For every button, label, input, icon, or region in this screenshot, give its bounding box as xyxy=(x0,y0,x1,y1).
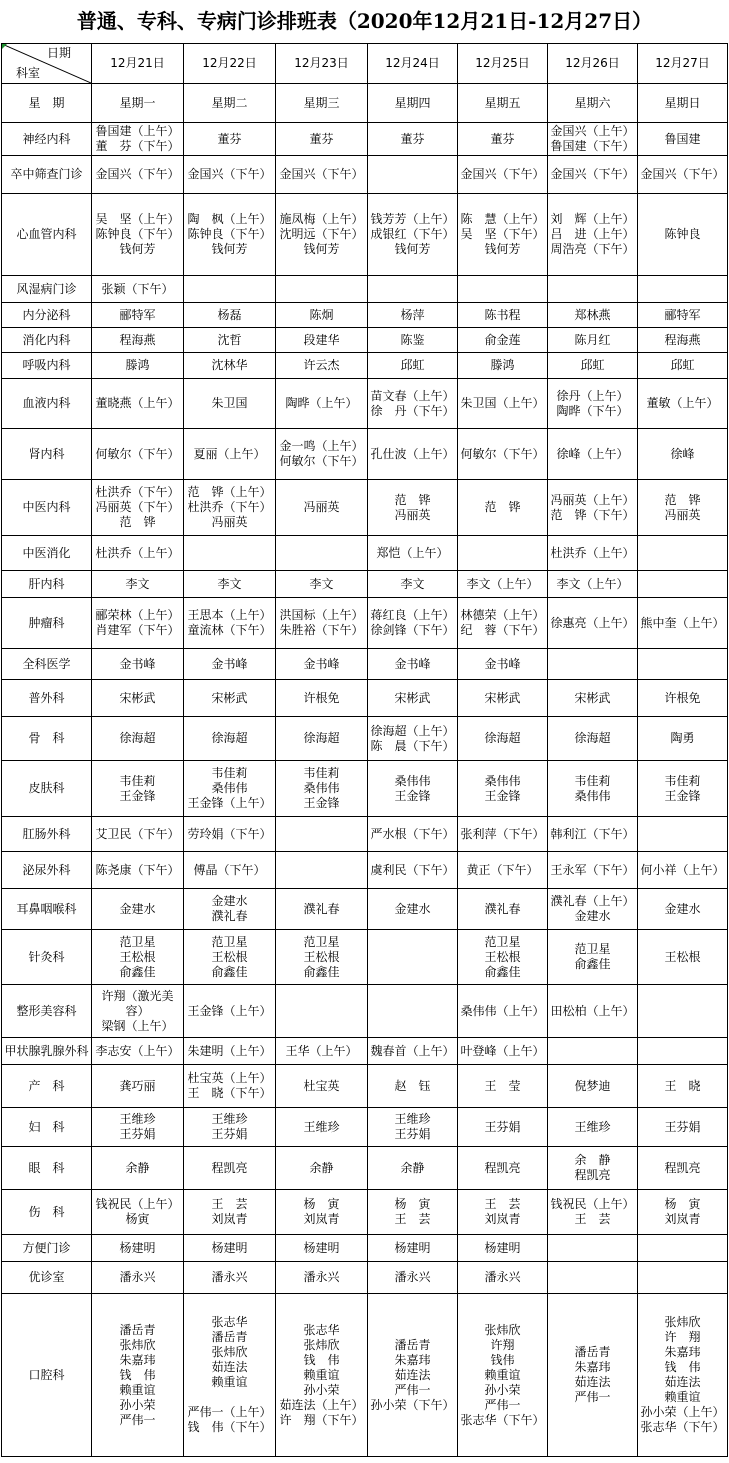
department-name: 针灸科 xyxy=(2,930,92,985)
schedule-cell xyxy=(548,1235,638,1262)
schedule-cell: 王维珍 xyxy=(548,1108,638,1147)
schedule-cell: 段建华 xyxy=(276,328,368,353)
table-row xyxy=(2,303,728,328)
schedule-cell: 宋彬武 xyxy=(458,680,548,717)
schedule-cell: 王 莹 xyxy=(458,1065,548,1108)
table-row xyxy=(2,156,728,194)
schedule-cell: 余静 xyxy=(368,1147,458,1190)
table-row xyxy=(2,429,728,480)
date-header: 12月24日 xyxy=(368,44,458,84)
schedule-cell: 王芬娟 xyxy=(638,1108,728,1147)
table-row xyxy=(2,1065,728,1108)
department-name: 优诊室 xyxy=(2,1262,92,1294)
table-row xyxy=(2,571,728,598)
table-row xyxy=(2,717,728,761)
department-name: 肝内科 xyxy=(2,571,92,598)
date-header: 12月25日 xyxy=(458,44,548,84)
schedule-cell: 程海燕 xyxy=(638,328,728,353)
schedule-cell: 钱祝民（上午） 王 芸 xyxy=(548,1190,638,1235)
schedule-cell: 金建水 xyxy=(92,889,184,930)
schedule-cell: 范 铧 xyxy=(458,480,548,536)
schedule-cell: 黄正（下午） xyxy=(458,852,548,889)
department-name: 肿瘤科 xyxy=(2,598,92,649)
date-header: 12月23日 xyxy=(276,44,368,84)
schedule-cell: 金国兴（下午） xyxy=(458,156,548,194)
schedule-cell: 徐海超 xyxy=(184,717,276,761)
department-name: 消化内科 xyxy=(2,328,92,353)
schedule-cell: 田松柏（上午） xyxy=(548,985,638,1038)
schedule-cell: 金书峰 xyxy=(276,649,368,680)
schedule-cell xyxy=(368,985,458,1038)
schedule-cell: 董芬 xyxy=(276,123,368,156)
schedule-cell: 沈林华 xyxy=(184,353,276,379)
schedule-cell: 潘永兴 xyxy=(276,1262,368,1294)
schedule-cell: 王维珍 王芬娟 xyxy=(184,1108,276,1147)
schedule-cell: 杜宝英 xyxy=(276,1065,368,1108)
schedule-cell: 蒋红良（上午） 徐剑锋（下午） xyxy=(368,598,458,649)
schedule-cell: 邱虹 xyxy=(548,353,638,379)
schedule-cell: 李文 xyxy=(184,571,276,598)
schedule-cell xyxy=(638,571,728,598)
schedule-cell: 金国兴（下午） xyxy=(638,156,728,194)
schedule-cell: 徐海超 xyxy=(92,717,184,761)
department-name: 整形美容科 xyxy=(2,985,92,1038)
schedule-cell: 董芬 xyxy=(458,123,548,156)
schedule-cell: 金建水 xyxy=(638,889,728,930)
schedule-cell: 潘永兴 xyxy=(368,1262,458,1294)
schedule-cell: 李文 xyxy=(92,571,184,598)
table-row xyxy=(2,379,728,429)
schedule-cell: 韦佳莉 王金锋 xyxy=(638,761,728,817)
table-row xyxy=(2,680,728,717)
schedule-cell xyxy=(638,276,728,303)
schedule-cell xyxy=(548,649,638,680)
schedule-cell: 陈书程 xyxy=(458,303,548,328)
schedule-cell: 王永军（下午） xyxy=(548,852,638,889)
schedule-cell: 王芬娟 xyxy=(458,1108,548,1147)
schedule-cell: 张炜欣 许 翔 朱嘉玮 钱 伟 茹连法 赖重谊 孙小荣（上午） 张志华（下午） xyxy=(638,1294,728,1457)
department-name: 神经内科 xyxy=(2,123,92,156)
table-row xyxy=(2,1235,728,1262)
schedule-cell: 金建水 濮礼春 xyxy=(184,889,276,930)
schedule-cell: 程凯亮 xyxy=(458,1147,548,1190)
schedule-cell: 徐峰 xyxy=(638,429,728,480)
schedule-cell: 滕鸿 xyxy=(92,353,184,379)
table-row xyxy=(2,1262,728,1294)
schedule-cell: 金书峰 xyxy=(184,649,276,680)
department-name: 产 科 xyxy=(2,1065,92,1108)
schedule-cell xyxy=(638,985,728,1038)
table-row xyxy=(2,536,728,571)
schedule-cell: 程凯亮 xyxy=(184,1147,276,1190)
schedule-cell: 王维珍 王芬娟 xyxy=(368,1108,458,1147)
schedule-cell xyxy=(184,276,276,303)
schedule-cell: 张颖（下午） xyxy=(92,276,184,303)
schedule-cell xyxy=(368,276,458,303)
department-name: 泌尿外科 xyxy=(2,852,92,889)
department-name: 妇 科 xyxy=(2,1108,92,1147)
table-row xyxy=(2,985,728,1038)
date-header: 12月27日 xyxy=(638,44,728,84)
schedule-cell: 吴 坚（上午） 陈钟良（下午） 钱何芳 xyxy=(92,194,184,276)
schedule-cell xyxy=(638,649,728,680)
schedule-cell: 张志华 张炜欣 钱 伟 赖重谊 孙小荣 茹连法（上午） 许 翔（下午） xyxy=(276,1294,368,1457)
schedule-cell: 苗文春（上午） 徐 丹（下午） xyxy=(368,379,458,429)
schedule-cell: 龚巧丽 xyxy=(92,1065,184,1108)
schedule-cell: 倪梦迪 xyxy=(548,1065,638,1108)
schedule-cell: 许翔（激光美 容） 梁钢（上午） xyxy=(92,985,184,1038)
table-row xyxy=(2,480,728,536)
schedule-cell: 王 芸 刘岚青 xyxy=(458,1190,548,1235)
schedule-cell: 王维珍 xyxy=(276,1108,368,1147)
schedule-cell: 徐峰（上午） xyxy=(548,429,638,480)
schedule-cell xyxy=(458,276,548,303)
table-row xyxy=(2,328,728,353)
department-name: 肛肠外科 xyxy=(2,817,92,852)
schedule-cell xyxy=(548,276,638,303)
table-row xyxy=(2,817,728,852)
schedule-cell: 金国兴（下午） xyxy=(548,156,638,194)
schedule-cell: 潘永兴 xyxy=(458,1262,548,1294)
schedule-cell xyxy=(548,1038,638,1065)
schedule-cell xyxy=(368,930,458,985)
table-row xyxy=(2,194,728,276)
schedule-cell: 陶晔（上午） xyxy=(276,379,368,429)
schedule-cell: 徐海超（上午） 陈 晨（下午） xyxy=(368,717,458,761)
schedule-cell: 李文（上午） xyxy=(548,571,638,598)
schedule-cell: 星期五 xyxy=(458,84,548,123)
schedule-cell: 冯丽英（上午） 范 铧（下午） xyxy=(548,480,638,536)
date-header: 12月26日 xyxy=(548,44,638,84)
schedule-cell: 李文 xyxy=(368,571,458,598)
schedule-cell xyxy=(276,536,368,571)
schedule-table xyxy=(1,43,728,1457)
schedule-cell: 陈钟良 xyxy=(638,194,728,276)
schedule-cell: 星期日 xyxy=(638,84,728,123)
schedule-cell: 赵 钰 xyxy=(368,1065,458,1108)
schedule-cell xyxy=(276,852,368,889)
table-row xyxy=(2,930,728,985)
table-row xyxy=(2,1108,728,1147)
schedule-cell: 鲁国建 xyxy=(638,123,728,156)
schedule-cell: 星期六 xyxy=(548,84,638,123)
schedule-cell: 陶 枫（上午） 陈钟良（下午） 钱何芳 xyxy=(184,194,276,276)
schedule-cell: 杨磊 xyxy=(184,303,276,328)
schedule-cell: 何敏尔（下午） xyxy=(92,429,184,480)
schedule-cell: 郦荣林（上午） 肖建军（下午） xyxy=(92,598,184,649)
schedule-cell xyxy=(548,1262,638,1294)
department-name: 伤 科 xyxy=(2,1190,92,1235)
corner-date-label: 日期 xyxy=(46,46,71,60)
schedule-cell: 潘岳青 朱嘉玮 茹连法 严伟一 孙小荣（下午） xyxy=(368,1294,458,1457)
date-header: 12月21日 xyxy=(92,44,184,84)
schedule-cell: 施凤梅（上午） 沈明远（下午） 钱何芳 xyxy=(276,194,368,276)
schedule-cell: 星期四 xyxy=(368,84,458,123)
department-name: 呼吸内科 xyxy=(2,353,92,379)
department-name: 星 期 xyxy=(2,84,92,123)
schedule-cell: 郑恺（上午） xyxy=(368,536,458,571)
schedule-cell: 何小祥（上午） xyxy=(638,852,728,889)
department-name: 心血管内科 xyxy=(2,194,92,276)
schedule-cell: 张炜欣 许翔 钱伟 赖重谊 孙小荣 严伟一 张志华（下午） xyxy=(458,1294,548,1457)
schedule-cell: 董芬 xyxy=(184,123,276,156)
department-name: 全科医学 xyxy=(2,649,92,680)
schedule-cell: 劳玲娟（下午） xyxy=(184,817,276,852)
schedule-cell: 余静 xyxy=(92,1147,184,1190)
schedule-cell xyxy=(184,536,276,571)
schedule-cell: 范 铧 冯丽英 xyxy=(368,480,458,536)
department-name: 肾内科 xyxy=(2,429,92,480)
schedule-cell: 王华（上午） xyxy=(276,1038,368,1065)
schedule-cell xyxy=(638,1262,728,1294)
schedule-cell: 徐海超 xyxy=(458,717,548,761)
schedule-cell: 余 静 程凯亮 xyxy=(548,1147,638,1190)
schedule-cell: 洪国标（上午） 朱胜裕（下午） xyxy=(276,598,368,649)
schedule-cell: 陈炯 xyxy=(276,303,368,328)
schedule-cell: 傅晶（下午） xyxy=(184,852,276,889)
schedule-cell: 桑伟伟 王金锋 xyxy=(368,761,458,817)
schedule-cell: 沈哲 xyxy=(184,328,276,353)
schedule-cell: 徐惠亮（上午） xyxy=(548,598,638,649)
schedule-cell: 金书峰 xyxy=(368,649,458,680)
schedule-cell: 范卫星 王松根 俞鑫佳 xyxy=(92,930,184,985)
schedule-cell: 董芬 xyxy=(368,123,458,156)
table-row xyxy=(2,889,728,930)
schedule-cell: 王维珍 王芬娟 xyxy=(92,1108,184,1147)
corner-cell xyxy=(2,44,92,84)
schedule-cell: 韦佳莉 桑伟伟 xyxy=(548,761,638,817)
department-name: 内分泌科 xyxy=(2,303,92,328)
schedule-cell: 杨建明 xyxy=(458,1235,548,1262)
schedule-cell: 林德荣（上午） 纪 蓉（下午） xyxy=(458,598,548,649)
schedule-cell: 杜洪乔（上午） xyxy=(548,536,638,571)
schedule-cell: 许根免 xyxy=(276,680,368,717)
schedule-cell: 范卫星 俞鑫佳 xyxy=(548,930,638,985)
schedule-cell: 金国兴（下午） xyxy=(184,156,276,194)
schedule-cell: 潘岳青 朱嘉玮 茹连法 严伟一 xyxy=(548,1294,638,1457)
schedule-cell: 星期二 xyxy=(184,84,276,123)
schedule-cell: 宋彬武 xyxy=(368,680,458,717)
schedule-cell: 程海燕 xyxy=(92,328,184,353)
schedule-cell: 范 铧 冯丽英 xyxy=(638,480,728,536)
schedule-cell: 叶登峰（上午） xyxy=(458,1038,548,1065)
schedule-cell: 郑林燕 xyxy=(548,303,638,328)
schedule-cell xyxy=(638,817,728,852)
table-row xyxy=(2,84,728,123)
schedule-cell: 韦佳莉 王金锋 xyxy=(92,761,184,817)
schedule-cell: 王思本（上午） 童流林（下午） xyxy=(184,598,276,649)
schedule-cell: 韦佳莉 桑伟伟 王金锋（上午） xyxy=(184,761,276,817)
schedule-cell: 杜宝英（上午） 王 晓（下午） xyxy=(184,1065,276,1108)
schedule-cell: 陈鉴 xyxy=(368,328,458,353)
schedule-cell: 杨建明 xyxy=(184,1235,276,1262)
schedule-cell: 杜洪乔（下午） 冯丽英（下午） 范 铧 xyxy=(92,480,184,536)
table-row xyxy=(2,1294,728,1457)
schedule-cell: 濮礼春（上午） 金建水 xyxy=(548,889,638,930)
department-name: 中医内科 xyxy=(2,480,92,536)
department-name: 口腔科 xyxy=(2,1294,92,1457)
department-name: 耳鼻咽喉科 xyxy=(2,889,92,930)
schedule-cell: 徐丹（上午） 陶晔（下午） xyxy=(548,379,638,429)
schedule-cell: 星期一 xyxy=(92,84,184,123)
schedule-cell: 星期三 xyxy=(276,84,368,123)
schedule-cell xyxy=(368,156,458,194)
department-name: 血液内科 xyxy=(2,379,92,429)
table-row xyxy=(2,1038,728,1065)
schedule-cell: 潘岳青 张炜欣 朱嘉玮 钱 伟 赖重谊 孙小荣 严伟一 xyxy=(92,1294,184,1457)
schedule-cell: 冯丽英 xyxy=(276,480,368,536)
schedule-cell: 程凯亮 xyxy=(638,1147,728,1190)
schedule-cell: 杨 寅 王 芸 xyxy=(368,1190,458,1235)
schedule-cell: 桑伟伟 王金锋 xyxy=(458,761,548,817)
schedule-cell: 杨 寅 刘岚青 xyxy=(638,1190,728,1235)
schedule-cell: 陈月红 xyxy=(548,328,638,353)
schedule-cell: 张利萍（下午） xyxy=(458,817,548,852)
schedule-cell: 钱芳芳（上午） 成银红（下午） 钱何芳 xyxy=(368,194,458,276)
schedule-cell: 钱祝民（上午） 杨寅 xyxy=(92,1190,184,1235)
schedule-cell: 金一鸣（上午） 何敏尔（下午） xyxy=(276,429,368,480)
corner-dept-label: 科室 xyxy=(16,66,41,80)
schedule-cell: 李文 xyxy=(276,571,368,598)
schedule-cell: 宋彬武 xyxy=(184,680,276,717)
schedule-cell: 陈尧康（下午） xyxy=(92,852,184,889)
schedule-cell: 俞金莲 xyxy=(458,328,548,353)
schedule-cell: 濮礼春 xyxy=(458,889,548,930)
schedule-cell: 熊中奎（上午） xyxy=(638,598,728,649)
schedule-cell: 徐海超 xyxy=(276,717,368,761)
schedule-cell: 陶勇 xyxy=(638,717,728,761)
schedule-cell: 范卫星 王松根 俞鑫佳 xyxy=(276,930,368,985)
schedule-cell: 严水根（下午） xyxy=(368,817,458,852)
schedule-cell: 范 铧（上午） 杜洪乔（下午） 冯丽英 xyxy=(184,480,276,536)
schedule-cell: 杜洪乔（上午） xyxy=(92,536,184,571)
schedule-cell: 杨建明 xyxy=(368,1235,458,1262)
schedule-cell xyxy=(458,536,548,571)
department-name: 骨 科 xyxy=(2,717,92,761)
schedule-cell: 杨建明 xyxy=(92,1235,184,1262)
schedule-cell: 金国兴（上午） 鲁国建（下午） xyxy=(548,123,638,156)
schedule-cell: 许云杰 xyxy=(276,353,368,379)
schedule-cell: 夏丽（上午） xyxy=(184,429,276,480)
schedule-cell: 李文（上午） xyxy=(458,571,548,598)
schedule-cell: 濮礼春 xyxy=(276,889,368,930)
table-row xyxy=(2,123,728,156)
schedule-cell: 董敏（上午） xyxy=(638,379,728,429)
schedule-cell: 虞利民（下午） xyxy=(368,852,458,889)
schedule-cell: 金国兴（下午） xyxy=(276,156,368,194)
schedule-cell: 余静 xyxy=(276,1147,368,1190)
schedule-cell xyxy=(276,276,368,303)
schedule-cell: 金建水 xyxy=(368,889,458,930)
schedule-cell: 王 芸 刘岚青 xyxy=(184,1190,276,1235)
schedule-cell: 王 晓 xyxy=(638,1065,728,1108)
schedule-cell: 陈 慧（上午） 吴 坚（下午） 钱何芳 xyxy=(458,194,548,276)
schedule-cell: 韩利江（下午） xyxy=(548,817,638,852)
schedule-cell: 徐海超 xyxy=(548,717,638,761)
schedule-cell: 何敏尔（下午） xyxy=(458,429,548,480)
schedule-cell: 朱卫国 xyxy=(184,379,276,429)
schedule-cell: 潘永兴 xyxy=(92,1262,184,1294)
table-row xyxy=(2,353,728,379)
schedule-cell: 韦佳莉 桑伟伟 王金锋 xyxy=(276,761,368,817)
table-row xyxy=(2,649,728,680)
schedule-cell: 杨 寅 刘岚青 xyxy=(276,1190,368,1235)
table-row xyxy=(2,761,728,817)
schedule-cell: 金书峰 xyxy=(458,649,548,680)
cell-marker xyxy=(2,44,7,49)
schedule-cell: 朱建明（上午） xyxy=(184,1038,276,1065)
schedule-cell: 杨萍 xyxy=(368,303,458,328)
schedule-cell: 孔仕波（上午） xyxy=(368,429,458,480)
schedule-cell: 潘永兴 xyxy=(184,1262,276,1294)
department-name: 中医消化 xyxy=(2,536,92,571)
schedule-cell xyxy=(276,985,368,1038)
schedule-cell: 宋彬武 xyxy=(548,680,638,717)
schedule-cell xyxy=(638,1235,728,1262)
department-name: 方便门诊 xyxy=(2,1235,92,1262)
date-header: 12月22日 xyxy=(184,44,276,84)
department-name: 风湿病门诊 xyxy=(2,276,92,303)
schedule-cell: 王松根 xyxy=(638,930,728,985)
schedule-cell: 邱虹 xyxy=(638,353,728,379)
schedule-cell: 金书峰 xyxy=(92,649,184,680)
department-name: 卒中筛查门诊 xyxy=(2,156,92,194)
table-row xyxy=(2,1147,728,1190)
schedule-cell: 范卫星 王松根 俞鑫佳 xyxy=(184,930,276,985)
schedule-cell: 郦特军 xyxy=(638,303,728,328)
schedule-cell xyxy=(638,536,728,571)
table-row xyxy=(2,598,728,649)
schedule-cell: 刘 辉（上午） 吕 进（上午） 周浩亮（下午） xyxy=(548,194,638,276)
schedule-cell: 王金锋（上午） xyxy=(184,985,276,1038)
schedule-cell: 李志安（上午） xyxy=(92,1038,184,1065)
table-row xyxy=(2,852,728,889)
schedule-cell: 杨建明 xyxy=(276,1235,368,1262)
department-name: 眼 科 xyxy=(2,1147,92,1190)
page-title: 普通、专科、专病门诊排班表（2020年12月21日-12月27日） xyxy=(76,9,653,33)
schedule-cell: 朱卫国（上午） xyxy=(458,379,548,429)
schedule-cell: 许根免 xyxy=(638,680,728,717)
schedule-cell: 艾卫民（下午） xyxy=(92,817,184,852)
table-row xyxy=(2,1190,728,1235)
schedule-cell: 魏春首（上午） xyxy=(368,1038,458,1065)
schedule-cell: 范卫星 王松根 俞鑫佳 xyxy=(458,930,548,985)
schedule-cell xyxy=(638,1038,728,1065)
schedule-cell: 郦特军 xyxy=(92,303,184,328)
schedule-cell: 邱虹 xyxy=(368,353,458,379)
schedule-cell: 滕鸿 xyxy=(458,353,548,379)
schedule-cell: 桑伟伟（上午） xyxy=(458,985,548,1038)
schedule-cell: 金国兴（下午） xyxy=(92,156,184,194)
schedule-cell: 鲁国建（上午） 董 芬（下午） xyxy=(92,123,184,156)
schedule-cell: 宋彬武 xyxy=(92,680,184,717)
department-name: 皮肤科 xyxy=(2,761,92,817)
department-name: 普外科 xyxy=(2,680,92,717)
department-name: 甲状腺乳腺外科 xyxy=(2,1038,92,1065)
table-row xyxy=(2,276,728,303)
schedule-cell: 董晓燕（上午） xyxy=(92,379,184,429)
schedule-cell xyxy=(276,817,368,852)
header-row xyxy=(2,44,728,84)
schedule-cell: 张志华 潘岳青 张炜欣 茹连法 赖重谊 严伟一（上午） 钱 伟（下午） xyxy=(184,1294,276,1457)
